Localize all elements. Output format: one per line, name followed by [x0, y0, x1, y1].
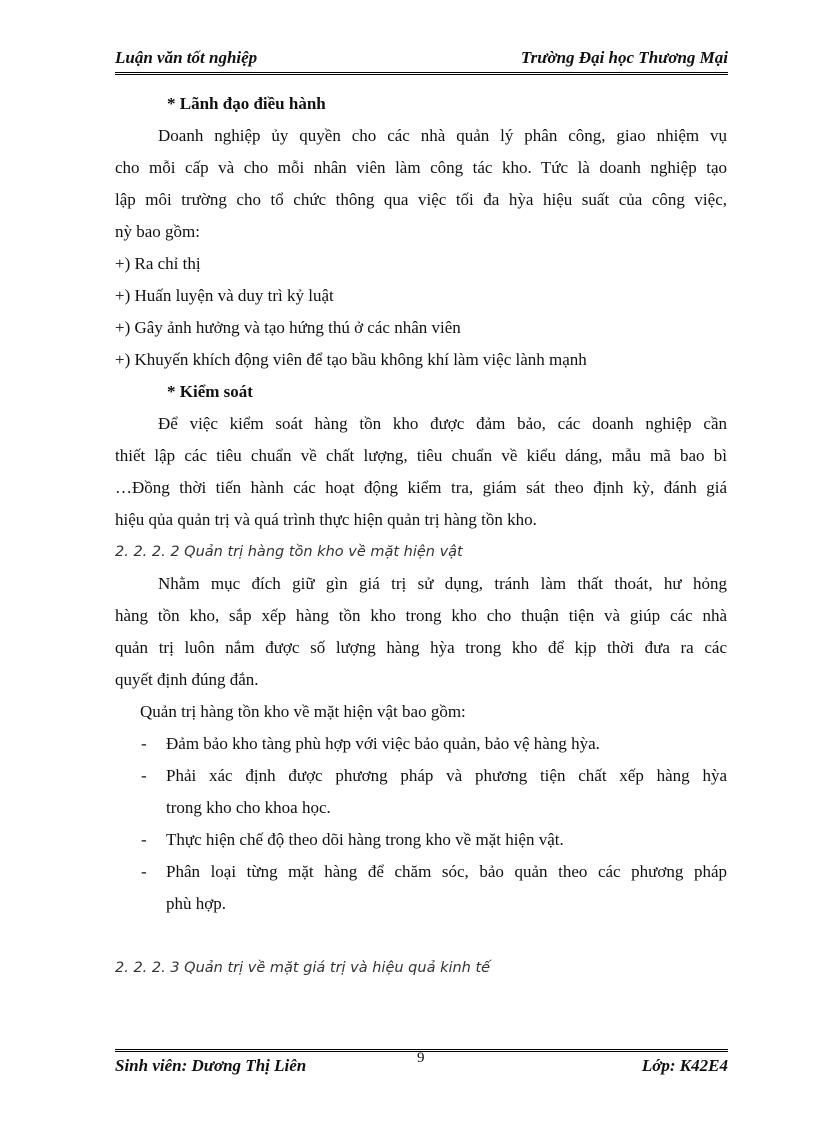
heading-kiem-soat: * Kiểm soát: [167, 382, 253, 401]
dash-list-item: [115, 728, 727, 760]
paragraph-intro: Quản trị hàng tồn kho về mặt hiện vật bao gồm:: [140, 702, 466, 721]
footer-class: Lớp: K42E4: [641, 1056, 728, 1075]
dash-bullet: -: [141, 766, 147, 785]
paragraph-line: lập môi trường cho tổ chức thông qua việc tối đa hỳa hiệu suất của công việc,: [115, 190, 727, 209]
paragraph-line: Để việc kiểm soát hàng tồn kho được đảm bảo, các doanh nghiệp cần: [158, 414, 727, 433]
dash-item-text: Đảm bảo kho tàng phù hợp với việc bảo quản, bảo vệ hàng hỳa.: [166, 734, 600, 753]
dash-item-text: Phân loại từng mặt hàng để chăm sóc, bảo quản theo các phương pháp: [166, 862, 727, 881]
page-footer: [115, 1049, 728, 1082]
paragraph-line: nỳ bao gồm:: [115, 222, 200, 241]
plus-list-item: +) Ra chỉ thị: [115, 254, 201, 273]
dash-bullet: -: [141, 734, 147, 753]
paragraph-line: hàng tồn kho, sắp xếp hàng tồn kho trong kho cho thuận tiện và giúp các nhà: [115, 606, 727, 625]
dash-list-item: [115, 760, 727, 792]
dash-bullet: -: [141, 830, 147, 849]
footer-student: Sinh viên: Dương Thị Liên: [115, 1056, 307, 1075]
paragraph-line: hiệu qủa quản trị và quá trình thực hiện quản trị hàng tồn kho.: [115, 510, 537, 529]
page-number: 9: [417, 1050, 425, 1066]
dash-list-item: [115, 824, 727, 856]
paragraph-line: quyết định đúng đắn.: [115, 670, 259, 689]
dash-item-continuation: trong kho cho khoa học.: [166, 798, 331, 817]
page-body: [115, 88, 727, 984]
dash-item-text: Thực hiện chế độ theo dõi hàng trong kho về mặt hiện vật.: [166, 830, 564, 849]
plus-list-item: +) Khuyến khích động viên để tạo bầu không khí làm việc lành mạnh: [115, 350, 587, 369]
section-heading-2222: 2. 2. 2. 2 Quản trị hàng tồn kho về mặt hiện vật: [115, 544, 463, 560]
dash-bullet: -: [141, 862, 147, 881]
paragraph-line: quản trị luôn nắm được số lượng hàng hỳa trong kho để kịp thời đưa ra các: [115, 638, 727, 657]
spacer: [115, 920, 727, 952]
heading-lanh-dao: * Lãnh đạo điều hành: [167, 94, 326, 113]
paragraph-line: cho mỗi cấp và cho mỗi nhân viên làm công tác kho. Tức là doanh nghiệp tạo: [115, 158, 727, 177]
header-thesis-label: Luận văn tốt nghiệp: [115, 48, 258, 67]
plus-list-item: +) Huấn luyện và duy trì kỷ luật: [115, 286, 334, 305]
paragraph-line: Doanh nghiệp ủy quyền cho các nhà quản lý phân công, giao nhiệm vụ: [158, 126, 727, 145]
header-university: Trường Đại học Thương Mại: [520, 48, 728, 67]
paragraph-line: thiết lập các tiêu chuẩn về chất lượng, tiêu chuẩn về kiểu dáng, mẫu mã bao bì: [115, 446, 727, 465]
dash-item-continuation: phù hợp.: [166, 894, 226, 913]
page-header: [115, 48, 728, 75]
dash-list-item: [115, 856, 727, 888]
plus-list-item: +) Gây ảnh hưởng và tạo hứng thú ở các nhân viên: [115, 318, 461, 337]
dash-item-text: Phải xác định được phương pháp và phương tiện chất xếp hàng hỳa: [166, 766, 727, 785]
section-heading-2223: 2. 2. 2. 3 Quản trị về mặt giá trị và hiệu quả kinh tế: [115, 960, 491, 976]
paragraph-line: Nhằm mục đích giữ gìn giá trị sử dụng, tránh làm thất thoát, hư hỏng: [158, 574, 727, 593]
paragraph-line: …Đồng thời tiến hành các hoạt động kiểm tra, giám sát theo định kỳ, đánh giá: [115, 478, 727, 497]
